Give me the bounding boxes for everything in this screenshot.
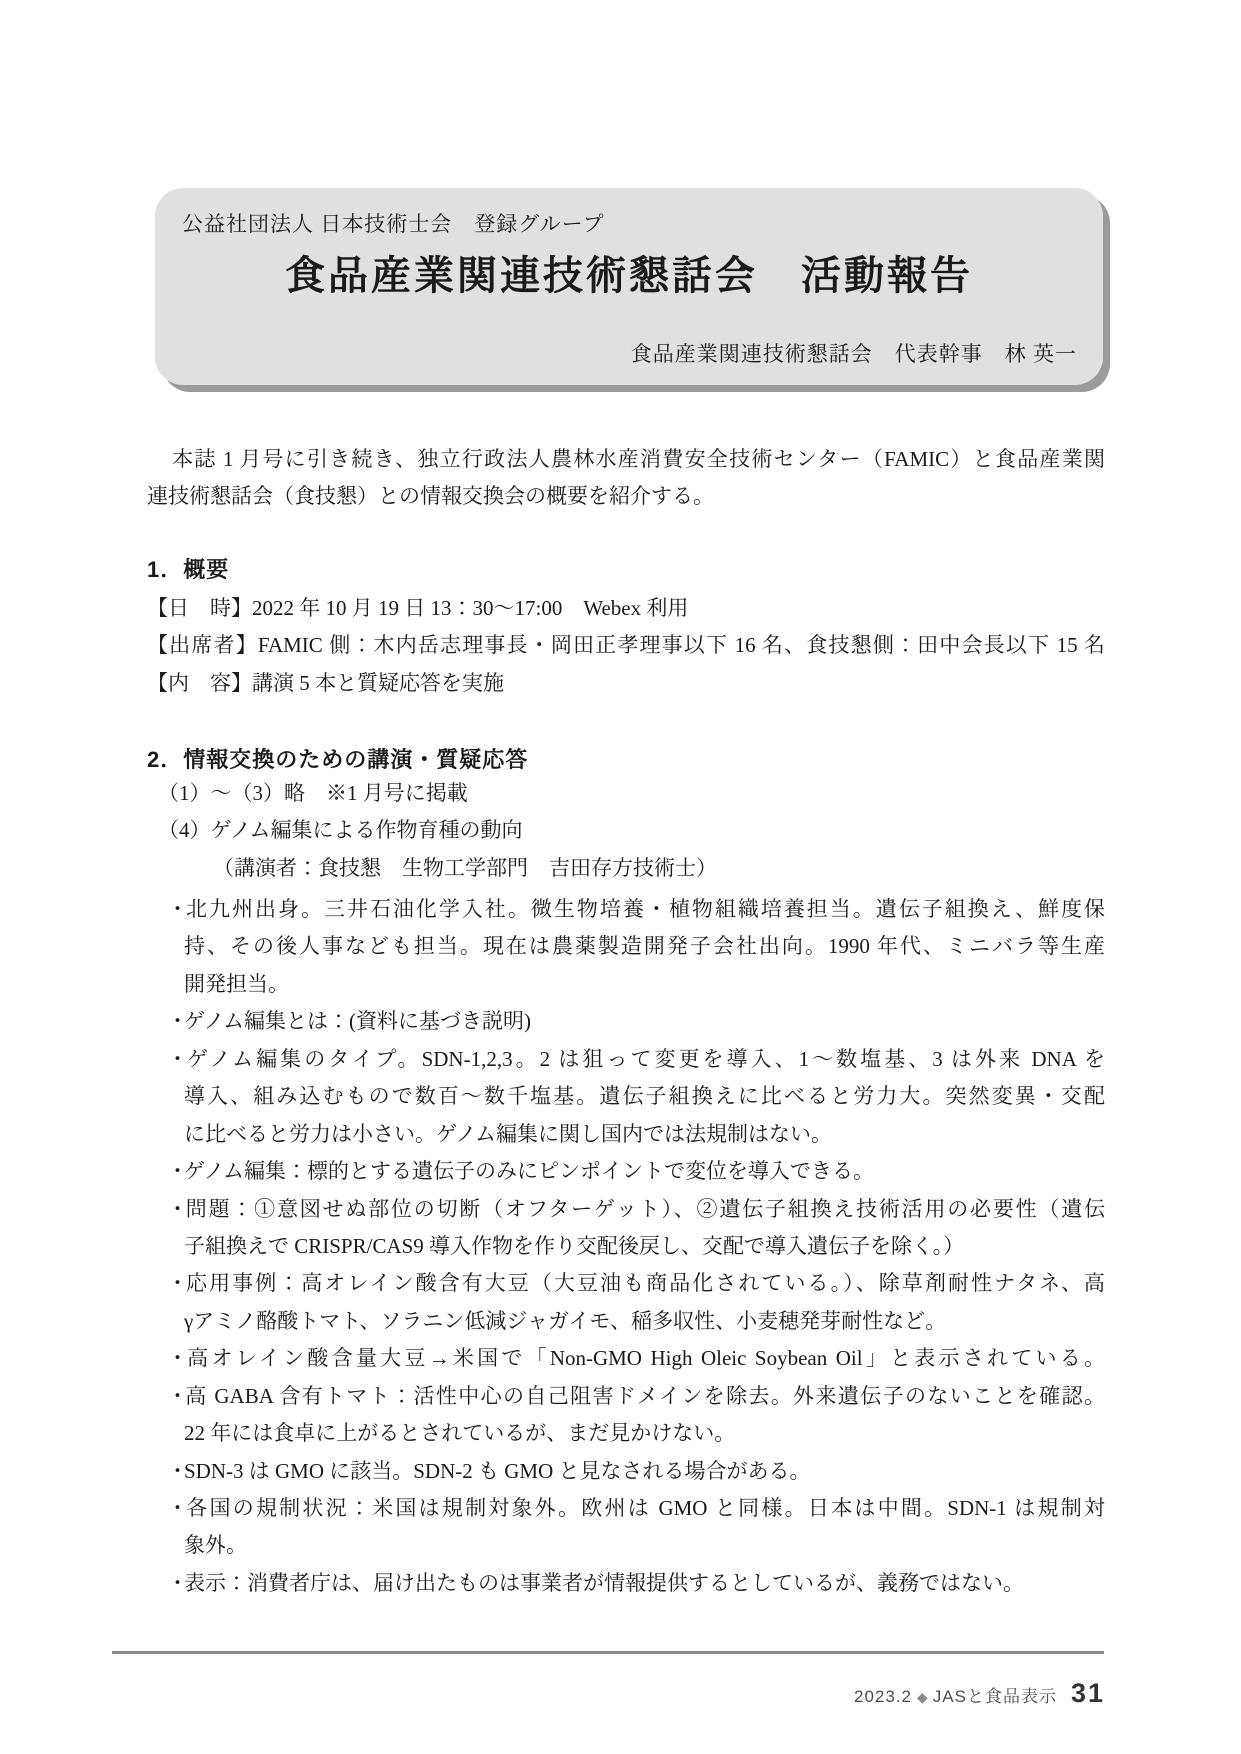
- bullet-line-continuation: 子組換えで CRISPR/CAS9 導入作物を作り交配後戻し、交配で導入遺伝子を除く。）: [184, 1233, 965, 1258]
- section-2-subitems: [147, 775, 1105, 887]
- bullet-text: ゲノム編集とは：(資料に基づき説明): [184, 1009, 532, 1034]
- bullet-line: [147, 1565, 1105, 1602]
- bullet-marker-icon: ・: [167, 1046, 188, 1071]
- diamond-icon: ◆: [916, 1689, 928, 1705]
- bullet-marker-icon: ・: [167, 1346, 188, 1371]
- bullet-marker-icon: ・: [167, 1196, 188, 1221]
- bullet-text: SDN-3 は GMO に該当。SDN-2 も GMO と見なされる場合がある。: [184, 1458, 811, 1483]
- meta-line-attendees: 【出席者】FAMIC 側：木内岳志理事長・岡田正孝理事以下 16 名、食技懇側：田中会長以下 15 名: [147, 633, 1105, 658]
- bullet-text: 応用事例：高オレイン酸含有大豆（大豆油も商品化されている。）、除草剤耐性ナタネ、高: [184, 1271, 1105, 1296]
- bullet-line-continuation: 導入、組み込むもので数百～数千塩基。遺伝子組換えに比べると労力大。突然変異・交配: [184, 1084, 1105, 1109]
- bullet-line: [147, 1003, 1105, 1040]
- footer-issue-date: 2023.2: [853, 1687, 912, 1706]
- bullet-marker-icon: ・: [167, 897, 188, 921]
- group-label: 公益社団法人 日本技術士会 登録グループ: [182, 212, 605, 236]
- bullet-line: [147, 1153, 1105, 1190]
- footer-page-number: 31: [1070, 1678, 1105, 1708]
- bullet-line: [147, 1490, 1105, 1527]
- footer-journal-title: JASと食品表示: [932, 1687, 1057, 1706]
- meta-line-contents: 【内 容】講演 5 本と質疑応答を実施: [147, 670, 504, 695]
- bullet-marker-icon: ・: [167, 1383, 188, 1408]
- section-1-meta: [147, 590, 1105, 702]
- bullet-text: 高オレイン酸含量大豆→米国で「Non-GMO High Oleic Soybean Oil」と表示されている。: [184, 1346, 1105, 1371]
- bullet-line: [147, 1378, 1105, 1415]
- bullet-text: 高 GABA 含有トマト：活性中心の自己阻害ドメインを除去。外来遺伝子のないことを確認。: [184, 1383, 1105, 1408]
- bullet-text: 北九州出身。三井石油化学入社。微生物培養・植物組織培養担当。遺伝子組換え、鮮度保: [184, 897, 1105, 921]
- bullet-text: 各国の規制状況：米国は規制対象外。欧州は GMO と同様。日本は中間。SDN-1 は規制対: [184, 1496, 1105, 1520]
- bullet-text: ゲノム編集：標的とする遺伝子のみにピンポイントで変位を導入できる。: [184, 1159, 875, 1184]
- bullet-text: 問題：①意図せぬ部位の切断（オフターゲット）、②遺伝子組換え技術活用の必要性（遺伝: [184, 1196, 1105, 1221]
- meta-line-datetime: 【日 時】2022 年 10 月 19 日 13：30～17:00 Webex 利用: [147, 596, 689, 620]
- bullet-line: [147, 891, 1105, 928]
- section-2-heading-block: [147, 741, 1105, 778]
- bullet-line: [147, 1041, 1105, 1078]
- header-box: [155, 188, 1103, 385]
- intro-line: 連技術懇話会（食技懇）との情報交換会の概要を紹介する。: [147, 484, 714, 509]
- bullet-marker-icon: ・: [167, 1458, 188, 1483]
- byline: 食品産業関連技術懇話会 代表幹事 林 英一: [630, 342, 1077, 366]
- bullet-list: [147, 891, 1105, 1602]
- section-1-heading: 1．概要: [147, 557, 230, 582]
- bullet-line: [147, 1340, 1105, 1377]
- bullet-line-continuation: 持、その後人事なども担当。現在は農薬製造開発子会社出向。1990 年代、ミニバラ等生産: [184, 934, 1105, 959]
- bullet-marker-icon: ・: [167, 1159, 188, 1184]
- bullet-line: [147, 1191, 1105, 1228]
- section-1-heading-block: [147, 551, 1105, 588]
- intro-paragraph: [147, 441, 1105, 516]
- bullet-marker-icon: ・: [167, 1009, 188, 1034]
- bullet-marker-icon: ・: [167, 1570, 188, 1595]
- footer-rule: [112, 1651, 1104, 1654]
- bullet-marker-icon: ・: [167, 1271, 188, 1296]
- bullet-line: [147, 1453, 1105, 1490]
- bullet-line-continuation: γアミノ酪酸トマト、ソラニン低減ジャガイモ、稲多収性、小麦穂発芽耐性など。: [184, 1308, 947, 1333]
- bullet-marker-icon: ・: [167, 1496, 188, 1520]
- footer: [854, 1678, 1105, 1709]
- section-2-heading: 2．情報交換のための講演・質疑応答: [147, 747, 529, 772]
- bullet-line-continuation: 開発担当。: [184, 971, 289, 996]
- bullet-line-continuation: に比べると労力は小さい。ゲノム編集に関し国内では法規制はない。: [184, 1121, 833, 1146]
- bullet-line: [147, 1265, 1105, 1302]
- article-title: 食品産業関連技術懇話会 活動報告: [285, 254, 973, 298]
- speaker-line: （講演者：食技懇 生物工学部門 吉田存方技術士）: [213, 855, 717, 880]
- bullet-text: 表示：消費者庁は、届け出たものは事業者が情報提供するとしているが、義務ではない。: [184, 1570, 1024, 1595]
- bullet-line-continuation: 22 年には食卓に上がるとされているが、まだ見かけない。: [184, 1421, 736, 1446]
- bullet-line-continuation: 象外。: [184, 1533, 247, 1558]
- intro-line: 本誌 1 月号に引き続き、独立行政法人農林水産消費安全技術センター（FAMIC）と食品産業関: [172, 447, 1105, 471]
- sub-item-line: （4）ゲノム編集による作物育種の動向: [158, 818, 523, 843]
- bullet-text: ゲノム編集のタイプ。SDN-1,2,3。2 は狙って変更を導入、1～数塩基、3 は外来 DNA を: [184, 1046, 1105, 1071]
- sub-item-line: （1）～（3）略 ※1 月号に掲載: [158, 781, 468, 805]
